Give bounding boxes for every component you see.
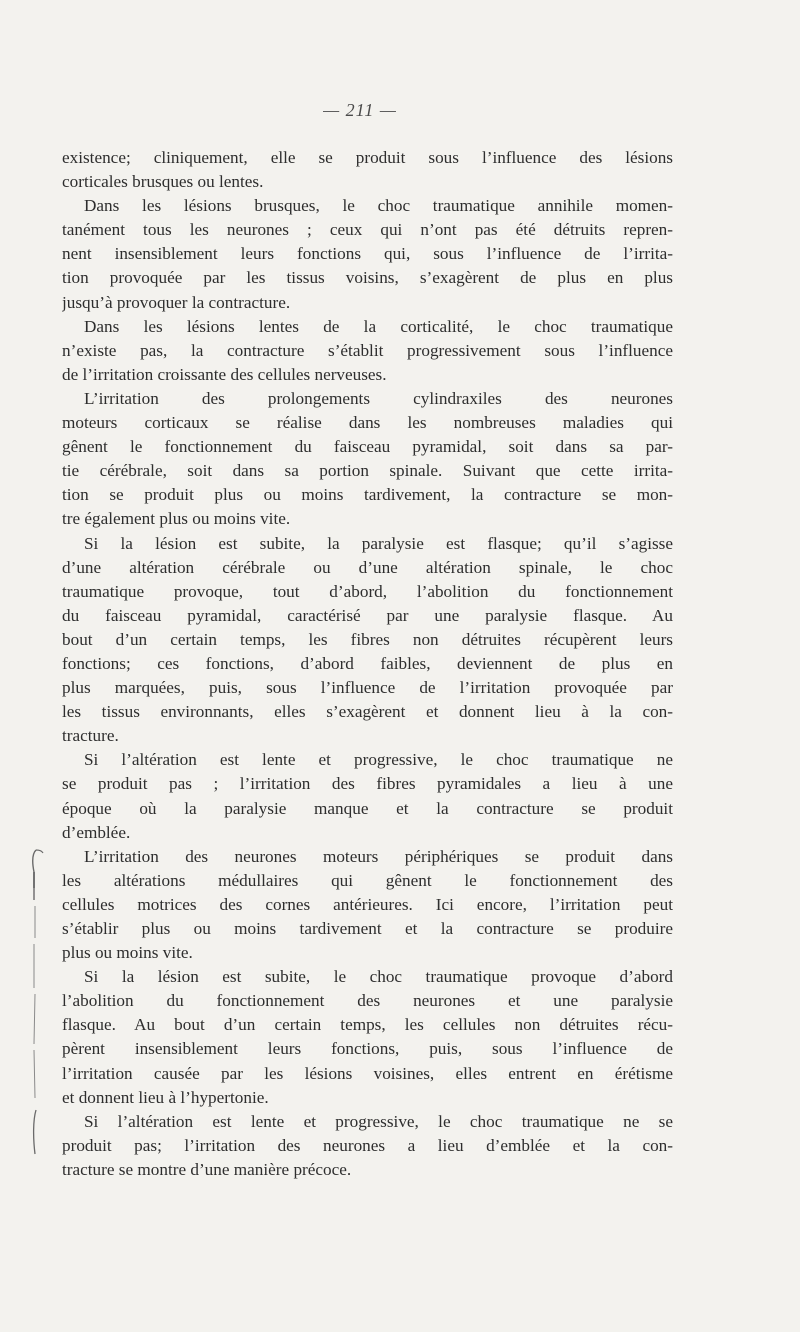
text-line: bout d’un certain temps, les fibres non détruites récupèrent leurs <box>62 629 673 649</box>
paragraph <box>62 315 673 387</box>
text-line: Dans les lésions brusques, le choc traumatique annihile momen- <box>84 196 673 216</box>
text-line: Si la lésion est subite, le choc traumatique provoque d’abord <box>84 967 673 987</box>
text-line: jusqu’à provoquer la contracture. <box>62 292 291 312</box>
text-line: pèrent insensiblement leurs fonctions, puis, sous l’influence de <box>62 1039 673 1059</box>
text-line: existence; cliniquement, elle se produit sous l’influence des lésions <box>62 148 673 167</box>
paragraph <box>62 845 673 965</box>
margin-pencil-mark <box>26 848 48 1158</box>
text-line: Si l’altération est lente et progressive, le choc traumatique ne <box>84 750 673 770</box>
text-line: plus marquées, puis, sous l’influence de l’irritation provoquée par <box>62 678 673 698</box>
text-line: s’établir plus ou moins tardivement et la contracture se produire <box>62 919 673 938</box>
text-line: L’irritation des neurones moteurs périphériques se produit dans <box>84 846 673 866</box>
paragraph <box>62 532 673 749</box>
text-line: plus ou moins vite. <box>62 943 193 963</box>
text-line: Si l’altération est lente et progressive, le choc traumatique ne se <box>84 1111 673 1131</box>
text-line: l’abolition du fonctionnement des neurones et une paralysie <box>62 991 673 1011</box>
text-line: traumatique provoque, tout d’abord, l’abolition du fonctionnement <box>62 581 673 601</box>
paragraph <box>62 748 673 844</box>
text-line: corticales brusques ou lentes. <box>62 172 264 192</box>
page-number: — 211 — <box>323 100 397 120</box>
text-line: n’existe pas, la contracture s’établit progressivement sous l’influence <box>62 340 673 360</box>
text-line: l’irritation causée par les lésions voisines, elles entrent en érétisme <box>62 1063 673 1083</box>
paragraph <box>62 194 673 314</box>
text-line: flasque. Au bout d’un certain temps, les cellules non détruites récu- <box>62 1015 673 1035</box>
text-line: tre également plus ou moins vite. <box>62 509 291 529</box>
text-line: tion provoquée par les tissus voisins, s’exagèrent de plus en plus <box>62 268 673 288</box>
text-line: moteurs corticaux se réalise dans les nombreuses maladies qui <box>62 413 673 433</box>
paragraph <box>62 965 673 1110</box>
paragraph <box>62 146 673 194</box>
text-line: tanément tous les neurones ; ceux qui n’ont pas été détruits repren- <box>62 220 673 240</box>
text-line: d’emblée. <box>62 822 131 842</box>
body-text <box>62 146 673 1182</box>
text-line: cellules motrices des cornes antérieures. Ici encore, l’irritation peut <box>62 894 673 914</box>
text-line: et donnent lieu à l’hypertonie. <box>62 1087 269 1107</box>
text-line: tion se produit plus ou moins tardivement, la contracture se mon- <box>62 485 673 505</box>
text-line: d’une altération cérébrale ou d’une altération spinale, le choc <box>62 557 673 577</box>
text-line: de l’irritation croissante des cellules nerveuses. <box>62 364 387 384</box>
text-line: fonctions; ces fonctions, d’abord faibles, deviennent de plus en <box>62 653 673 673</box>
text-line: se produit pas ; l’irritation des fibres pyramidales a lieu à une <box>62 774 673 794</box>
paragraph <box>62 387 673 532</box>
text-line: L’irritation des prolongements cylindraxiles des neurones <box>84 388 673 408</box>
text-line: époque où la paralysie manque et la contracture se produit <box>62 798 673 818</box>
text-line: Si la lésion est subite, la paralysie est flasque; qu’il s’agisse <box>84 533 673 553</box>
text-line: gênent le fonctionnement du faisceau pyramidal, soit dans sa par- <box>62 437 673 457</box>
text-line: du faisceau pyramidal, caractérisé par une paralysie flasque. Au <box>62 605 673 625</box>
text-line: les tissus environnants, elles s’exagèrent et donnent lieu à la con- <box>62 702 673 722</box>
text-line: tracture. <box>62 726 119 746</box>
paragraph <box>62 1110 673 1182</box>
text-line: nent insensiblement leurs fonctions qui, sous l’influence de l’irrita- <box>62 244 673 264</box>
text-line: les altérations médullaires qui gênent le fonctionnement des <box>62 870 673 890</box>
text-line: Dans les lésions lentes de la corticalité, le choc traumatique <box>84 316 673 336</box>
text-line: tracture se montre d’une manière précoce. <box>62 1159 352 1179</box>
text-line: produit pas; l’irritation des neurones a lieu d’emblée et la con- <box>62 1135 673 1155</box>
text-line: tie cérébrale, soit dans sa portion spinale. Suivant que cette irrita- <box>62 461 673 481</box>
